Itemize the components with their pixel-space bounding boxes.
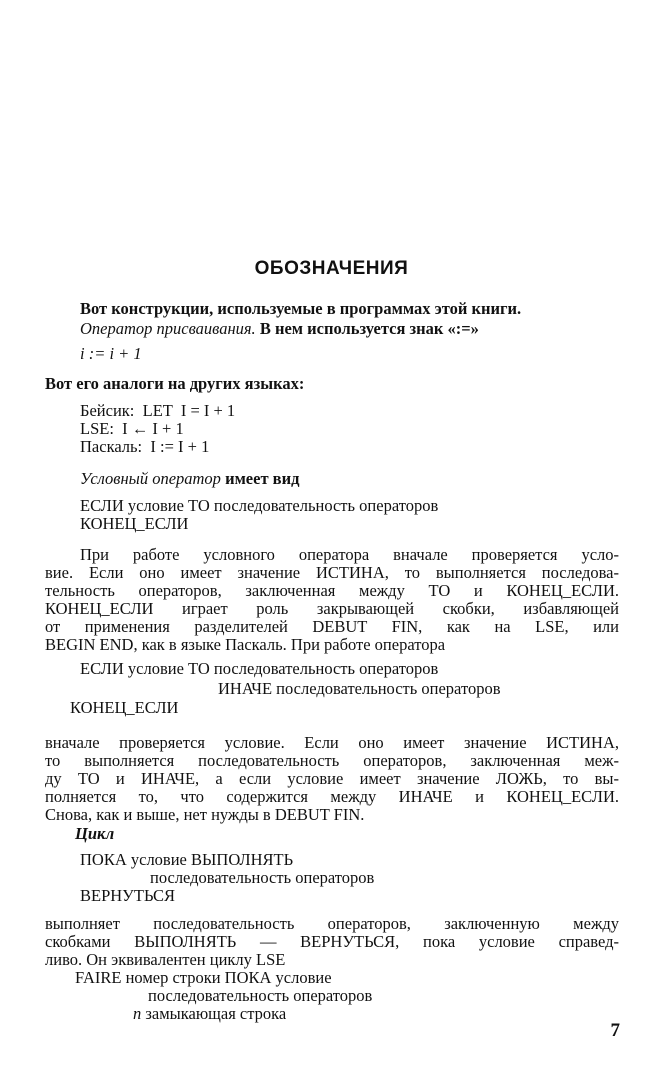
lse-loop-line-1: FAIRE номер строки ПОКА условие — [75, 968, 332, 987]
conditional-paragraph-line-3: тельность операторов, заключенная между ТО и КОНЕЦ_ЕСЛИ. — [45, 581, 619, 600]
closing-line-text: замыкающая строка — [141, 1004, 287, 1023]
if-else-paragraph-line-1: вначале проверяется условие. Если оно имеет значение ИСТИНА, — [45, 733, 619, 752]
conditional-intro-rest: имеет вид — [220, 469, 300, 488]
assignment-term: Оператор присваивания. — [80, 319, 256, 338]
lse-loop-line-3 — [133, 1005, 286, 1023]
conditional-paragraph-line-4: КОНЕЦ_ЕСЛИ играет роль закрывающей скобки, избавляющей — [45, 599, 619, 618]
intro-line-2 — [80, 320, 479, 338]
intro-line-2-rest: В нем используется знак «:=» — [255, 319, 479, 338]
loop-heading: Цикл — [75, 824, 115, 843]
loop-paragraph-line-3: ливо. Он эквивалентен циклу LSE — [45, 950, 286, 969]
analogs-title: Вот его аналоги на других языках: — [45, 374, 305, 393]
page-title: ОБОЗНАЧЕНИЯ — [254, 258, 409, 279]
loop-paragraph-line-1: выполняет последовательность операторов, заключенную между — [45, 914, 619, 933]
basic-example: Бейсик: LET I = I + 1 — [80, 401, 236, 420]
lse-loop-line-2: последовательность операторов — [148, 986, 373, 1005]
assignment-formula: i := i + 1 — [80, 344, 142, 363]
while-syntax-line-1: ПОКА условие ВЫПОЛНЯТЬ — [80, 850, 294, 869]
lse-example: LSE: I ← I + 1 — [80, 419, 184, 438]
conditional-term: Условный оператор — [80, 469, 221, 488]
while-syntax-line-2: последовательность операторов — [150, 868, 375, 887]
page-number: 7 — [610, 1020, 620, 1041]
if-else-paragraph-line-3: ду ТО и ИНАЧЕ, а если условие имеет значение ЛОЖЬ, то вы- — [45, 769, 619, 788]
conditional-intro — [80, 470, 299, 488]
if-else-paragraph-line-2: то выполняется последовательность операторов, заключенная меж- — [45, 751, 619, 770]
if-syntax-line-1: ЕСЛИ условие ТО последовательность операторов — [80, 496, 439, 515]
if-else-paragraph-line-4: полняется то, что содержится между ИНАЧЕ и КОНЕЦ_ЕСЛИ. — [45, 787, 619, 806]
if-syntax-line-2: КОНЕЦ_ЕСЛИ — [80, 514, 189, 533]
if-else-syntax-line-2: ИНАЧЕ последовательность операторов — [218, 679, 501, 698]
closing-line-var: n — [133, 1004, 142, 1023]
if-else-syntax-line-1: ЕСЛИ условие ТО последовательность операторов — [80, 659, 439, 678]
if-else-paragraph-line-5: Снова, как и выше, нет нужды в DEBUT FIN. — [45, 805, 365, 824]
conditional-paragraph-line-2: вие. Если оно имеет значение ИСТИНА, то выполняется последова- — [45, 563, 619, 582]
conditional-paragraph-line-5: от применения разделителей DEBUT FIN, как на LSE, или — [45, 617, 619, 636]
conditional-paragraph-line-1: При работе условного оператора вначале проверяется усло- — [80, 545, 619, 564]
intro-line-1: Вот конструкции, используемые в программах этой книги. — [80, 299, 522, 318]
while-syntax-line-3: ВЕРНУТЬСЯ — [80, 886, 176, 905]
if-else-syntax-line-3: КОНЕЦ_ЕСЛИ — [70, 698, 179, 717]
loop-paragraph-line-2: скобками ВЫПОЛНЯТЬ — ВЕРНУТЬСЯ, пока условие справед- — [45, 932, 619, 951]
pascal-example: Паскаль: I := I + 1 — [80, 437, 210, 456]
conditional-paragraph-line-6: BEGIN END, как в языке Паскаль. При работе оператора — [45, 635, 446, 654]
